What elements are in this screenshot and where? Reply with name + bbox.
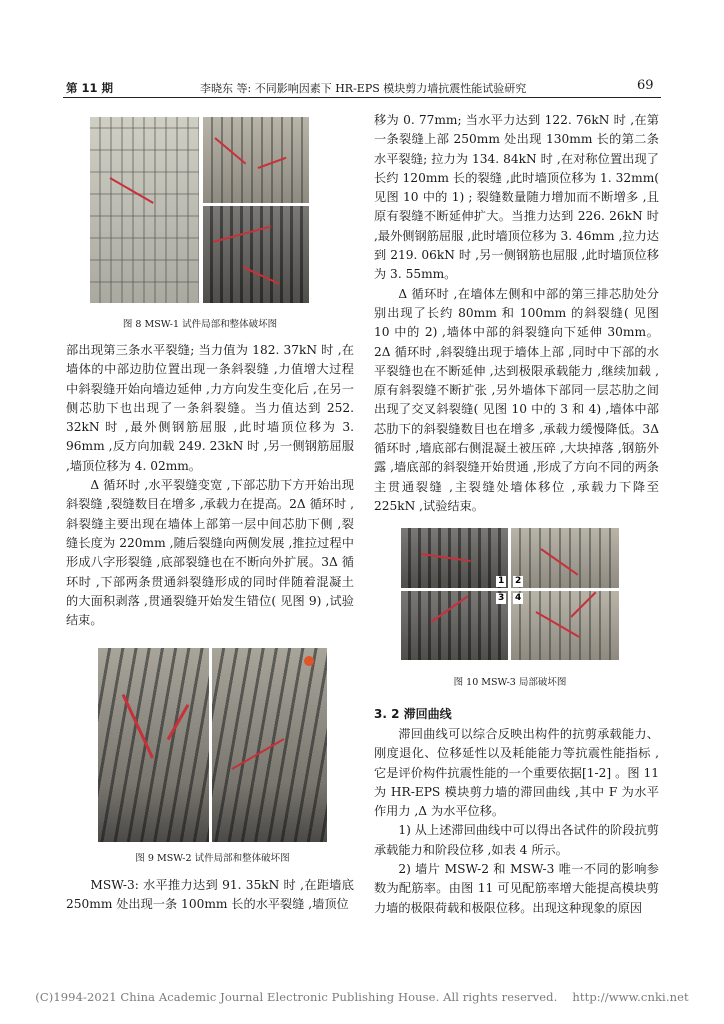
- fig9-photo-local: [98, 648, 209, 842]
- right-para-3: 滞回曲线可以综合反映出构件的抗剪承载能力、刚度退化、位移延性以及耗能能力等抗震性能指标 ,它是评价构件抗震性能的一个重要依据[1-2] 。图 11 为 HR-EPS 模块剪力墙的滞回曲线 ,其中 F 为水平作用力 ,Δ 为水平位移。: [374, 727, 659, 819]
- header-rule: [63, 97, 661, 98]
- right-para-4: 1) 从上述滞回曲线中可以得出各试件的阶段抗剪承载能力和阶段位移 ,如表 4 所示。: [374, 823, 659, 857]
- right-column-bottom: [374, 725, 659, 918]
- figure-10-caption: 图 10 MSW-3 局部破坏图: [453, 677, 567, 688]
- fig10-label-1: 1: [498, 576, 505, 586]
- fig10-photo-4: [511, 591, 619, 660]
- right-column-text: [374, 111, 659, 516]
- figure-9-caption: 图 9 MSW-2 试件局部和整体破坏图: [135, 853, 290, 864]
- page-number: 69: [637, 78, 654, 93]
- fig10-label-4: 4: [515, 593, 522, 603]
- fig8-photo-local-bottom: [203, 206, 309, 303]
- right-para-5: 2) 墙片 MSW-2 和 MSW-3 唯一不同的影响参数为配筋率。由图 11 可见配筋率增大能提高模块剪力墙的极限荷载和极限位移。出现这种现象的原因: [374, 862, 659, 915]
- fig10-photo-1: [401, 528, 508, 588]
- left-para-2: Δ 循环时 ,水平裂缝变宽 ,下部芯肋下方开始出现斜裂缝 ,裂缝数目在增多 ,承载力在提高。2Δ 循环时 ,斜裂缝主要出现在墙体上部第一层中间芯肋下侧 ,裂缝长度为 220mm ,随后裂缝向两侧发展 ,推拉过程中形成八字形裂缝 ,底部裂缝也在不断向外扩展。3Δ 循环时 ,下部两条贯通斜裂缝形成的同时伴随着混凝土的大面积剥落 ,贯通裂缝开始发生错位( 见图 9) ,试验结束。: [66, 478, 354, 628]
- left-column-bottom: [66, 876, 354, 915]
- figure-8-caption: 图 8 MSW-1 试件局部和整体破坏图: [122, 319, 278, 330]
- fig10-label-2: 2: [515, 576, 522, 586]
- left-column-text: [66, 341, 354, 630]
- fig8-photo-overall: [90, 117, 199, 303]
- issue-number: 第 11 期: [66, 81, 114, 95]
- left-para-1: 部出现第三条水平裂缝; 当力值为 182. 37kN 时 ,在墙体的中部边肋位置出现一条斜裂缝 ,力值增大过程中斜裂缝开始向墙边延伸 ,力方向发生变化后 ,在另一侧芯肋下也出现了一条斜裂缝。当力值达到 252. 32kN 时 ,最外侧钢筋屈服 ,此时墙顶位移为 3. 96mm ,反方向加载 249. 23kN 时 ,另一侧钢筋屈服 ,墙顶位移为 4. 02mm。: [66, 343, 354, 473]
- fig10-photo-2: [511, 528, 619, 588]
- fig9-photo-overall: [212, 648, 327, 842]
- fig8-photo-local-top: [203, 117, 309, 203]
- running-title: 李晓东 等: 不同影响因素下 HR-EPS 模块剪力墙抗震性能试验研究: [200, 82, 527, 95]
- right-para-1: 移为 0. 77mm; 当水平力达到 122. 76kN 时 ,在第一条裂缝上部 250mm 处出现 130mm 长的第二条水平裂缝; 拉力为 134. 84kN 时 ,在对称位置出现了长约 120mm 长的裂缝 ,此时墙顶位移为 1. 32mm( 见图 10 中的 1) ; 裂缝数量随力增加而不断增多 ,且原有裂缝不断延伸扩大。当推力达到 226. 26kN 时 ,最外侧钢筋屈服 ,此时墙顶位移为 3. 46mm ,拉力达到 219. 06kN 时 ,另一侧钢筋也屈服 ,此时墙顶位移为 3. 55mm。: [374, 113, 659, 282]
- fig10-photo-3: [401, 591, 508, 660]
- copyright-footer: (C)1994-2021 China Academic Journal Electronic Publishing House. All rights reserved. http://www.cnki.net: [35, 990, 689, 1004]
- right-para-2: Δ 循环时 ,在墙体左侧和中部的第三排芯肋处分别出现了长约 80mm 和 100mm 的斜裂缝( 见图 10 中的 2) ,墙体中部的斜裂缝向下延伸 30mm。2Δ 循环时 ,斜裂缝出现于墙体上部 ,同时中下部的水平裂缝也在不断延伸 ,达到极限承载能力 ,继续加载 ,原有斜裂缝不断扩张 ,另外墙体下部同一层芯肋之间出现了交叉斜裂缝( 见图 10 中的 3 和 4) ,墙体中部芯肋下的斜裂缝数目也在增多 ,承载力缓慢降低。3Δ 循环时 ,墙底部右侧混凝土被压碎 ,大块掉落 ,钢筋外露 ,墙底部的斜裂缝开始贯通 ,形成了方向不同的两条主贯通裂缝 ,主裂缝处墙体移位 ,承载力下降至 225kN ,试验结束。: [374, 286, 659, 513]
- fig10-label-3: 3: [498, 593, 505, 603]
- section-heading-3-2: 3. 2 滞回曲线: [374, 707, 452, 721]
- left-para-3: MSW-3: 水平推力达到 91. 35kN 时 ,在距墙底 250mm 处出现一条 100mm 长的水平裂缝 ,墙顶位: [66, 878, 354, 912]
